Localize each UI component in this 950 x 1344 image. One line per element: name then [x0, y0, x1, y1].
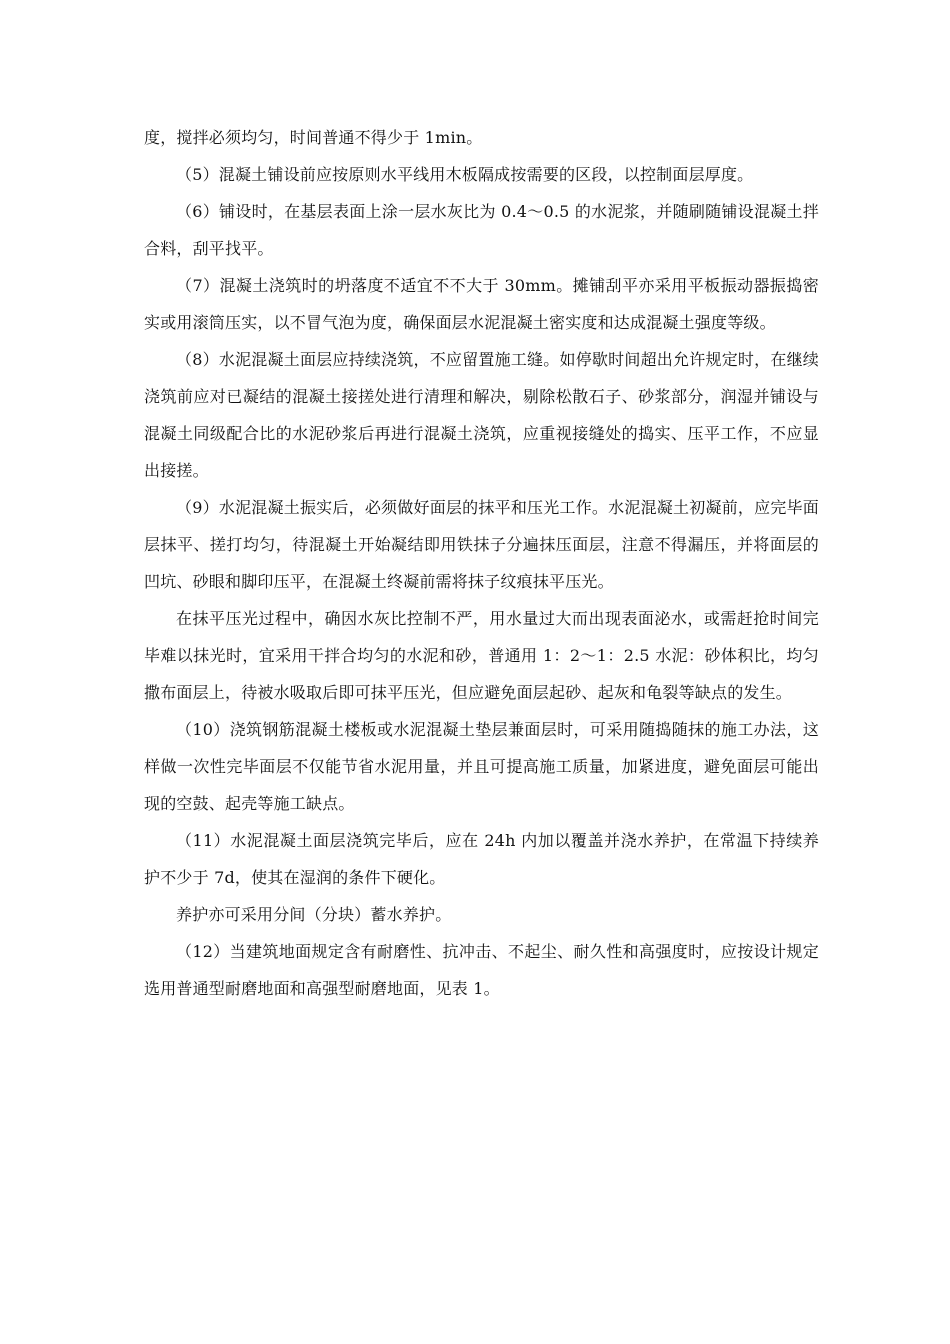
paragraph-item-10: （10）浇筑钢筋混凝土楼板或水泥混凝土垫层兼面层时，可采用随捣随抹的施工办法，这样做一次性完毕面层不仅能节省水泥用量，并且可提高施工质量，加紧进度，避免面层可能出现的空鼓、起壳等施工缺点。	[144, 720, 819, 813]
paragraph-item-6: （6）铺设时，在基层表面上涂一层水灰比为 0.4～0.5 的水泥浆，并随刷随铺设混凝土拌合料，刮平找平。	[144, 202, 819, 258]
paragraph-item-11: （11）水泥混凝土面层浇筑完毕后，应在 24h 内加以覆盖并浇水养护，在常温下持续养护不少于 7d，使其在湿润的条件下硬化。	[144, 831, 819, 887]
paragraph-item-9: （9）水泥混凝土振实后，必须做好面层的抹平和压光工作。水泥混凝土初凝前，应完毕面层抹平、搓打均匀，待混凝土开始凝结即用铁抹子分遍抹压面层，注意不得漏压，并将面层的凹坑、砂眼和脚印压平，在混凝土终凝前需将抹子纹痕抹平压光。	[144, 498, 819, 591]
paragraph-item-11-note: 养护亦可采用分间（分块）蓄水养护。	[176, 905, 452, 924]
paragraph-item-8: （8）水泥混凝土面层应持续浇筑，不应留置施工缝。如停歇时间超出允许规定时，在继续浇筑前应对已凝结的混凝土接搓处进行清理和解决，剔除松散石子、砂浆部分，润湿并铺设与混凝土同级配合比的水泥砂浆后再进行混凝土浇筑，应重视接缝处的捣实、压平工作，不应显出接搓。	[144, 350, 819, 480]
paragraph-item-9-note: 在抹平压光过程中，确因水灰比控制不严，用水量过大而出现表面泌水，或需赶抢时间完毕难以抹光时，宜采用干拌合均匀的水泥和砂，普通用 1：2～1：2.5 水泥：砂体积比，均匀撒布面层上，待被水吸取后即可抹平压光，但应避免面层起砂、起灰和龟裂等缺点的发生。	[144, 609, 819, 702]
paragraph-item-5: （5）混凝土铺设前应按原则水平线用木板隔成按需要的区段，以控制面层厚度。	[176, 165, 754, 184]
document-body	[144, 119, 819, 1007]
paragraph-item-7: （7）混凝土浇筑时的坍落度不适宜不不大于 30mm。摊铺刮平亦采用平板振动器振捣密实或用滚筒压实，以不冒气泡为度，确保面层水泥混凝土密实度和达成混凝土强度等级。	[144, 276, 819, 332]
paragraph-continuation: 度，搅拌必须均匀，时间普通不得少于 1min。	[144, 128, 483, 147]
paragraph-item-12: （12）当建筑地面规定含有耐磨性、抗冲击、不起尘、耐久性和高强度时，应按设计规定选用普通型耐磨地面和高强型耐磨地面，见表 1。	[144, 942, 819, 998]
